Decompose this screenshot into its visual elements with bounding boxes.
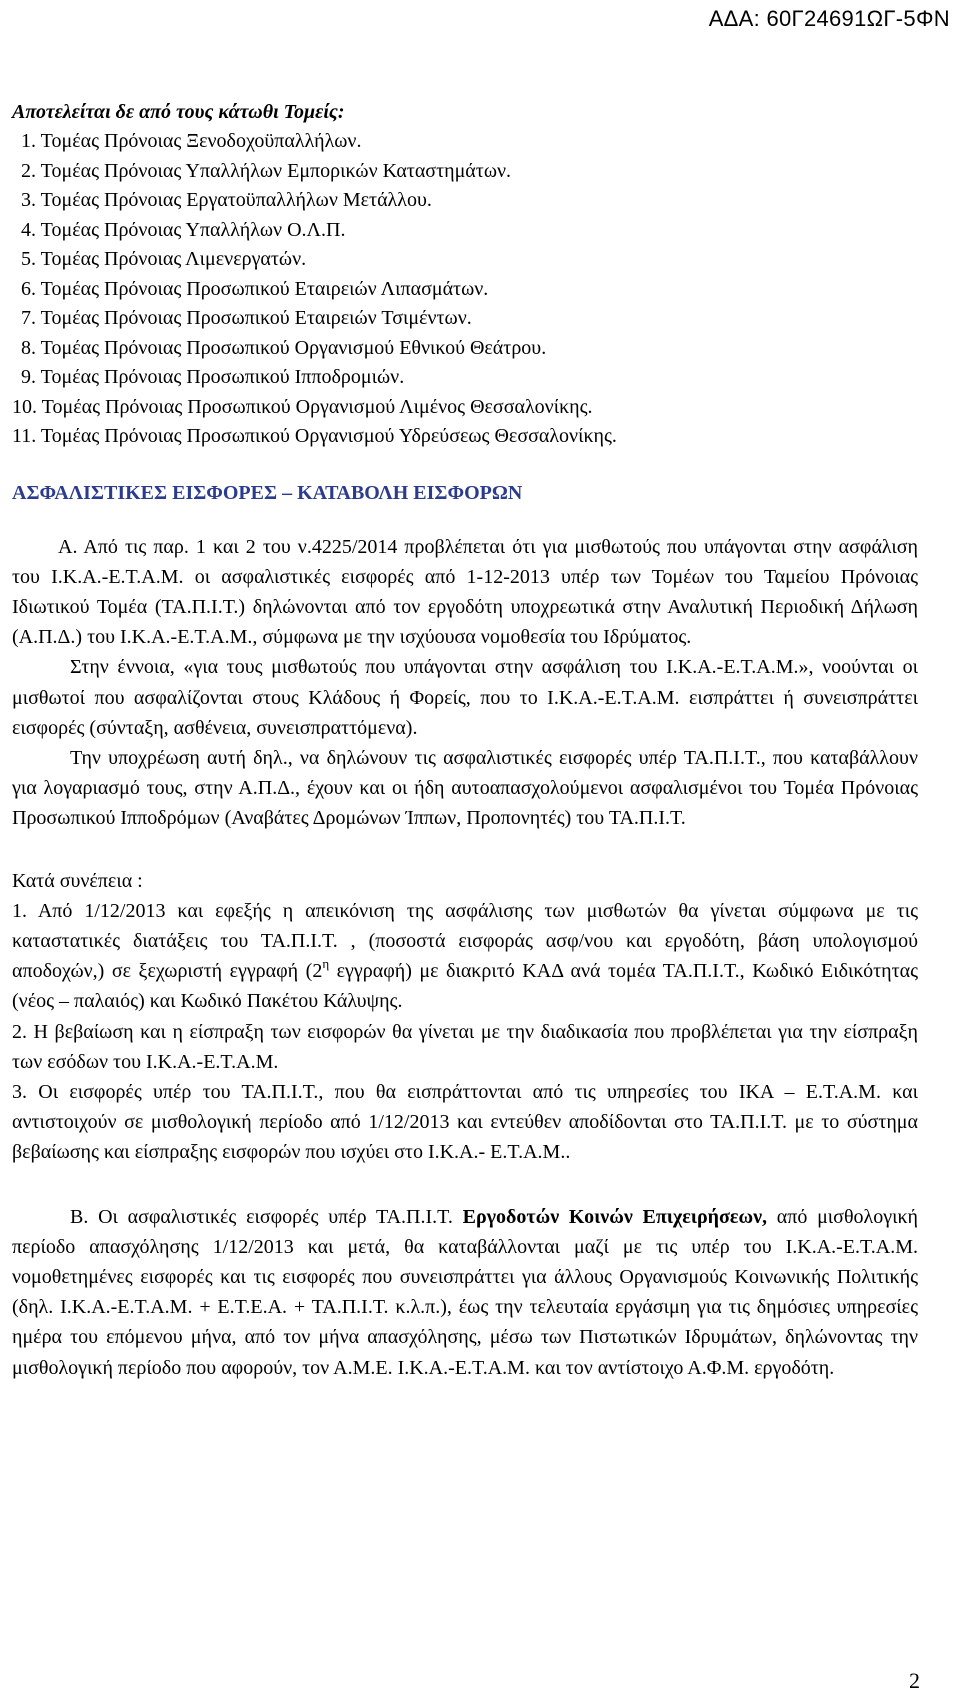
paragraph-v-bold: Εργοδοτών Κοινών Επιχειρήσεων, <box>462 1205 768 1228</box>
item-1-text: 1. Από 1/12/2013 και εφεξής η απεικόνιση της ασφάλισης των μισθωτών θα γίνεται σύμφωνα με τις καταστατικές διατάξεις του ΤΑ.Π.Ι.Τ. , (ποσοστά εισφοράς ασφ/νου και εργοδότη, βάση υπολογισμού αποδοχών,) σε ξεχωριστή εγγραφή (2 <box>12 899 918 983</box>
sector-item: 3. Τομέας Πρόνοιας Εργατοϋπαλλήλων Μετάλλου. <box>21 189 432 211</box>
ada-code: ΑΔΑ: 60Γ24691ΩΓ-5ΦΝ <box>708 6 950 31</box>
sector-item: 2. Τομέας Πρόνοιας Υπαλλήλων Εμπορικών Καταστημάτων. <box>21 159 512 182</box>
sector-item: 9. Τομέας Πρόνοιας Προσωπικού Ιπποδρομιών. <box>21 366 405 388</box>
paragraph-v <box>12 1202 918 1383</box>
paragraph-v-rest: από μισθολογική περίοδο απασχόλησης 1/12/2013 και μετά, θα καταβάλλονται μαζί με τις υπέρ του Ι.Κ.Α.-Ε.Τ.Α.Μ. νομοθετημένες εισφορές και τις εισφορές που συνεισπράττει για άλλους Οργανισμούς Κοινωνικής Πολιτικής (δηλ. Ι.Κ.Α.-Ε.Τ.Α.Μ. + Ε.Τ.Ε.Α. + ΤΑ.Π.Ι.Τ. κ.λ.π.), έως την τελευταία εργάσιμη για τις δημόσιες υπηρεσίες ημέρα του επόμενου μήνα, από τον μήνα απασχόλησης, μέσω των Πιστωτικών Ιδρυμάτων, δηλώνοντας την μισθολογική περίοδο που αφορούν, τον Α.Μ.Ε. Ι.Κ.Α.-Ε.Τ.Α.Μ. και τον αντίστοιχο Α.Φ.Μ. εργοδότη. <box>12 1205 918 1379</box>
section-heading: ΑΣΦΑΛΙΣΤΙΚΕΣ ΕΙΣΦΟΡΕΣ – ΚΑΤΑΒΟΛΗ ΕΙΣΦΟΡΩΝ <box>12 481 523 504</box>
paragraph-c: Την υποχρέωση αυτή δηλ., να δηλώνουν τις ασφαλιστικές εισφορές υπέρ ΤΑ.Π.Ι.Τ., που καταβάλλουν για λογαριασμό τους, στην Α.Π.Δ., έχουν και οι ήδη αυτοαπασχολούμενοι ασφαλισμένοι του Τομέα Πρόνοιας Προσωπικού Ιπποδρόμων (Αναβάτες Δρομώνων Ίππων, Προπονητές) του ΤΑ.Π.Ι.Τ. <box>12 746 918 830</box>
sector-item: 1. Τομέας Πρόνοιας Ξενοδοχοϋπαλλήλων. <box>21 130 362 152</box>
sector-list <box>12 127 918 452</box>
consequence-item-1 <box>12 896 918 1017</box>
page-number: 2 <box>909 1668 920 1693</box>
sector-item: 11. Τομέας Πρόνοιας Προσωπικού Οργανισμού Υδρεύσεως Θεσσαλονίκης. <box>12 425 617 447</box>
superscript-eta: η <box>322 956 330 972</box>
paragraph-v-start: Β. Οι ασφαλιστικές εισφορές υπέρ ΤΑ.Π.Ι.Τ. <box>70 1205 463 1228</box>
consequence-item-2: 2. Η βεβαίωση και η είσπραξη των εισφορών θα γίνεται με την διαδικασία που προβλέπεται για την είσπραξη των εσόδων του Ι.Κ.Α.-Ε.Τ.Α.Μ. <box>12 1020 918 1073</box>
sectors-intro: Αποτελείται δε από τους κάτωθι Τομείς: <box>12 101 345 123</box>
paragraph-a: Α. Από τις παρ. 1 και 2 του ν.4225/2014 προβλέπεται ότι για μισθωτούς που υπάγονται στην ασφάλιση του Ι.Κ.Α.-Ε.Τ.Α.Μ. οι ασφαλιστικές εισφορές από 1-12-2013 υπέρ των Τομέων του Ταμείου Πρόνοιας Ιδιωτικού Τομέα (ΤΑ.Π.Ι.Τ.) δηλώνονται από τον εργοδότη υποχρεωτικά στην Αναλυτική Περιοδική Δήλωση (Α.Π.Δ.) του Ι.Κ.Α.-Ε.Τ.Α.Μ., σύμφωνα με την ισχύουσα νομοθεσία του Ιδρύματος. <box>12 535 918 649</box>
sector-item: 5. Τομέας Πρόνοιας Λιμενεργατών. <box>21 248 307 270</box>
item-1-text-end: εγγραφή) με διακριτό ΚΑΔ ανά τομέα ΤΑ.Π.Ι.Τ., Κωδικό Ειδικότητας (νέος – παλαιός) και Κωδικό Πακέτου Κάλυψης. <box>12 960 919 1013</box>
sector-item: 6. Τομέας Πρόνοιας Προσωπικού Εταιρειών Λιπασμάτων. <box>21 277 489 300</box>
sector-item: 7. Τομέας Πρόνοιας Προσωπικού Εταιρειών Τσιμέντων. <box>21 307 472 329</box>
sector-item: 4. Τομέας Πρόνοιας Υπαλλήλων Ο.Λ.Π. <box>21 218 346 241</box>
paragraph-b: Στην έννοια, «για τους μισθωτούς που υπάγονται στην ασφάλιση του Ι.Κ.Α.-Ε.Τ.Α.Μ.», νοούνται οι μισθωτοί που ασφαλίζονται στους Κλάδους ή Φορείς, που το Ι.Κ.Α.-Ε.Τ.Α.Μ. εισπράττει ή συνεισπράττει εισφορές (σύνταξη, ασθένεια, συνεισπραττόμενα). <box>12 656 918 739</box>
document-body <box>12 98 918 1383</box>
consequence-item-3: 3. Οι εισφορές υπέρ του ΤΑ.Π.Ι.Τ., που θα εισπράττονται από τις υπηρεσίες του ΙΚΑ – Ε.Τ.Α.Μ. και αντιστοιχούν σε μισθολογική περίοδο από 1/12/2013 και εντεύθεν αποδίδονται στο ΤΑ.Π.Ι.Τ. με το σύστημα βεβαίωσης και είσπραξης εισφορών που ισχύει στο Ι.Κ.Α.- Ε.Τ.Α.Μ.. <box>12 1080 918 1164</box>
sector-item: 8. Τομέας Πρόνοιας Προσωπικού Οργανισμού Εθνικού Θεάτρου. <box>21 336 547 359</box>
consequence-label: Κατά συνέπεια : <box>12 869 143 892</box>
sector-item: 10. Τομέας Πρόνοιας Προσωπικού Οργανισμού Λιμένος Θεσσαλονίκης. <box>12 395 593 418</box>
